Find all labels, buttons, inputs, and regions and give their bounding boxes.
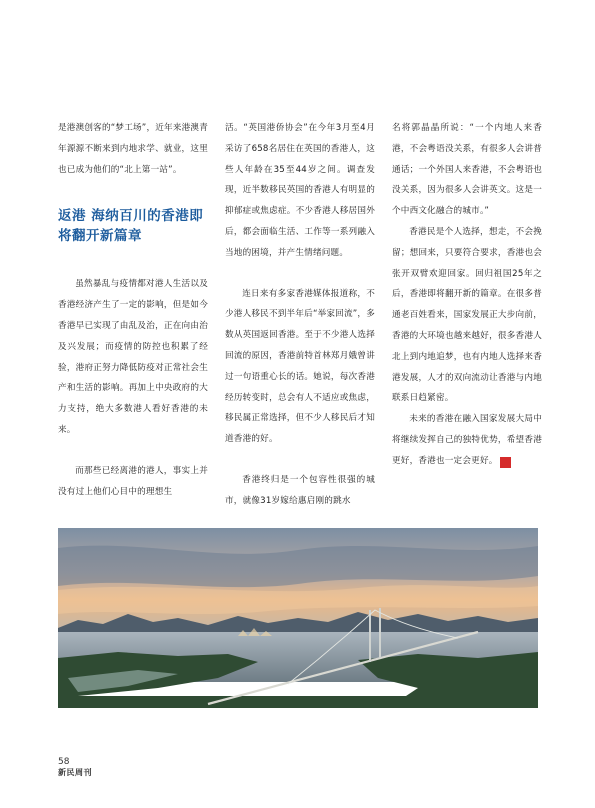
foreground-land	[58, 696, 538, 708]
article-column-2	[225, 118, 375, 512]
end-mark-icon: N	[500, 457, 511, 468]
paragraph: 香港终归是一个包容性很强的城市，就像31岁嫁给惠启刚的跳水	[225, 474, 375, 506]
page-number: 58	[58, 757, 70, 767]
paragraph: 虽然暴乱与疫情都对港人生活以及香港经济产生了一定的影响，但是如今香港早已实现了由乱及治，正在向由治及兴发展；而疫情的防控也积累了经验，港府正努力降低防疫对正常社会生产和生活的影响。再加上中央政府的大力支持，绝大多数港人看好香港的未来。	[58, 279, 208, 435]
paragraph: 名将郭晶晶所说：“一个内地人来香港，不会粤语没关系，有很多人会讲普通话；一个外国人来香港，不会粤语也没关系，因为很多人会讲英文。这是一个中西文化融合的城市。”	[392, 123, 542, 217]
paragraph: 而那些已经离港的港人，事实上并没有过上他们心目中的理想生	[58, 465, 208, 497]
magazine-name: 新民周刊	[58, 768, 92, 777]
paragraph: 活。“英国港侨协会”在今年3月至4月采访了658名居住在英国的香港人，这些人年龄在35至44岁之间。调查发现，近半数移民英国的香港人有明显的抑郁症或焦虑症。不少香港人移居国外后，都会面临生活、工作等一系列融入当地的困境，并产生情绪问题。	[225, 123, 375, 258]
article-column-1	[58, 118, 208, 502]
harbor-bridge-photo	[58, 528, 538, 708]
paragraph	[392, 409, 542, 471]
section-heading: 返港 海纳百川的香港即将翻开新篇章	[58, 208, 204, 245]
paragraph: 连日来有多家香港媒体报道称，不少港人移民不到半年后“举家回流”，多数从英国返回香港。至于不少港人选择回流的原因，香港前特首林郑月娥曾讲过一句语重心长的话。她说，每次香港经历转变时，总会有人不适应或焦虑，移民属正常选择，但不少人移民后才知道香港的好。	[225, 288, 376, 445]
paragraph-text: 未来的香港在融入国家发展大局中将继续发挥自己的独特优势，希望香港更好，香港也一定会更好。	[392, 414, 542, 466]
paragraph: 香港民是个人选择，想走，不会挽留；想回来，只要符合要求，香港也会张开双臂欢迎回家。回归祖国25年之后，香港即将翻开新的篇章。在很多普通老百姓看来，国家发展正大步向前，香港的大环境也越来越好，很多香港人北上到内地追梦，也有内地人选择来香港发展，人才的双向流动让香港与内地联系日趋紧密。	[392, 226, 542, 404]
article-column-3	[392, 118, 542, 472]
paragraph: 是港澳创客的“梦工场”，近年来港澳青年源源不断来到内地求学、就业，这里也已成为他们的“北上第一站”。	[58, 123, 209, 175]
